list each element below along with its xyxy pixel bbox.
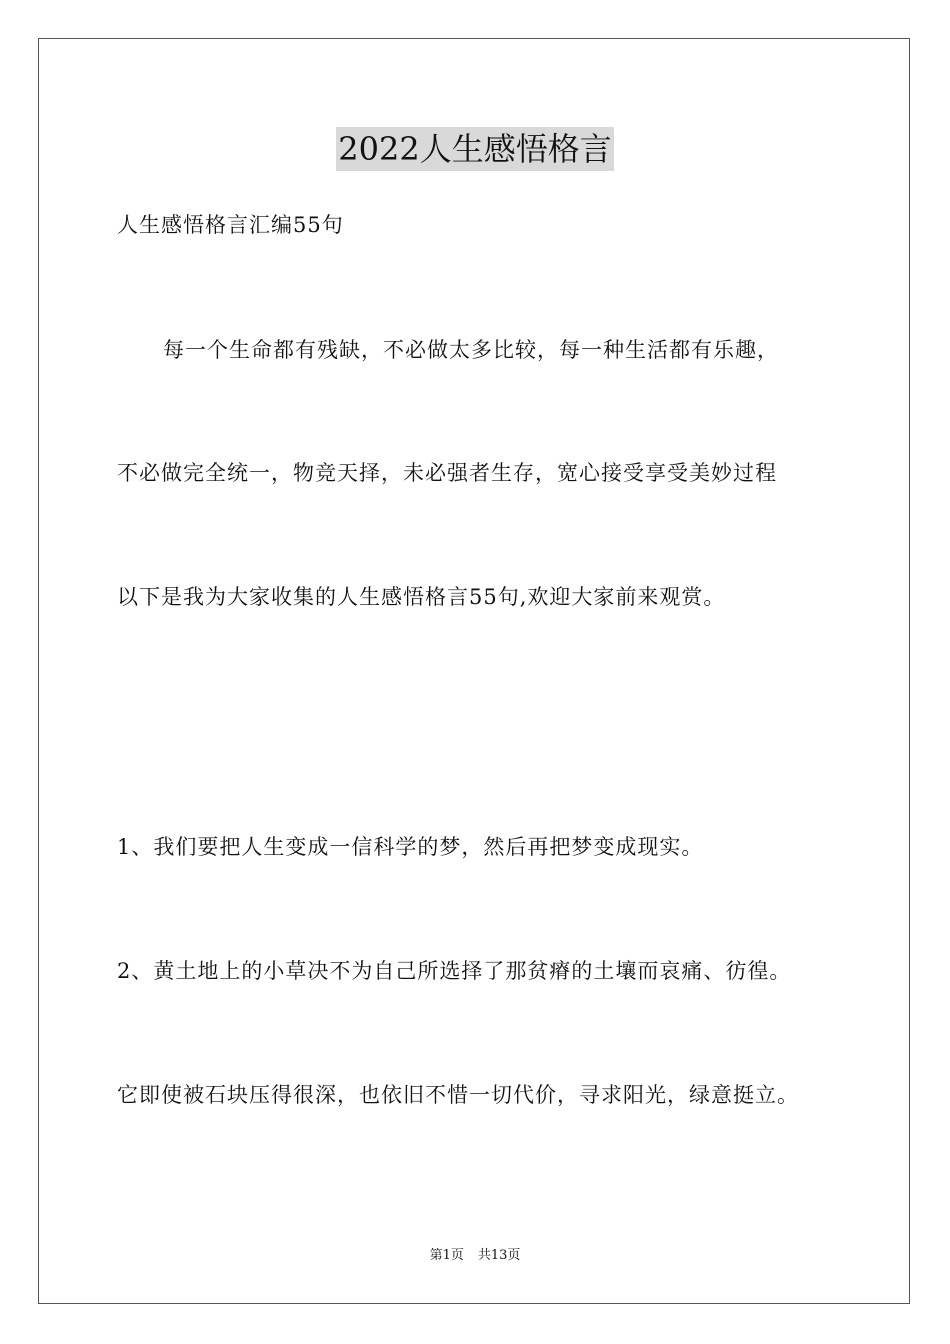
page-total: 共13页 bbox=[477, 1248, 521, 1263]
page-footer bbox=[0, 1247, 950, 1265]
paragraph-line: 不必做完全统一，物竞天择，未必强者生存，宽心接受享受美妙过程 bbox=[117, 461, 777, 485]
document-title: 2022人生感悟格言 bbox=[336, 127, 613, 171]
document-title-container bbox=[0, 127, 950, 171]
paragraph-line: 每一个生命都有残缺，不必做太多比较，每一种生活都有乐趣， bbox=[163, 338, 779, 362]
quote-item-continuation: 它即使被石块压得很深，也依旧不惜一切代价，寻求阳光，绿意挺立。 bbox=[117, 1083, 799, 1107]
document-subtitle: 人生感悟格言汇编55句 bbox=[117, 213, 344, 237]
paragraph-line: 以下是我为大家收集的人生感悟格言55句,欢迎大家前来观赏。 bbox=[117, 585, 726, 609]
quote-item: 2、黄土地上的小草决不为自己所选择了那贫瘠的土壤而哀痛、彷徨。 bbox=[117, 959, 792, 983]
page-number: 第1页 bbox=[429, 1248, 464, 1263]
quote-item: 1、我们要把人生变成一信科学的梦，然后再把梦变成现实。 bbox=[117, 835, 704, 859]
